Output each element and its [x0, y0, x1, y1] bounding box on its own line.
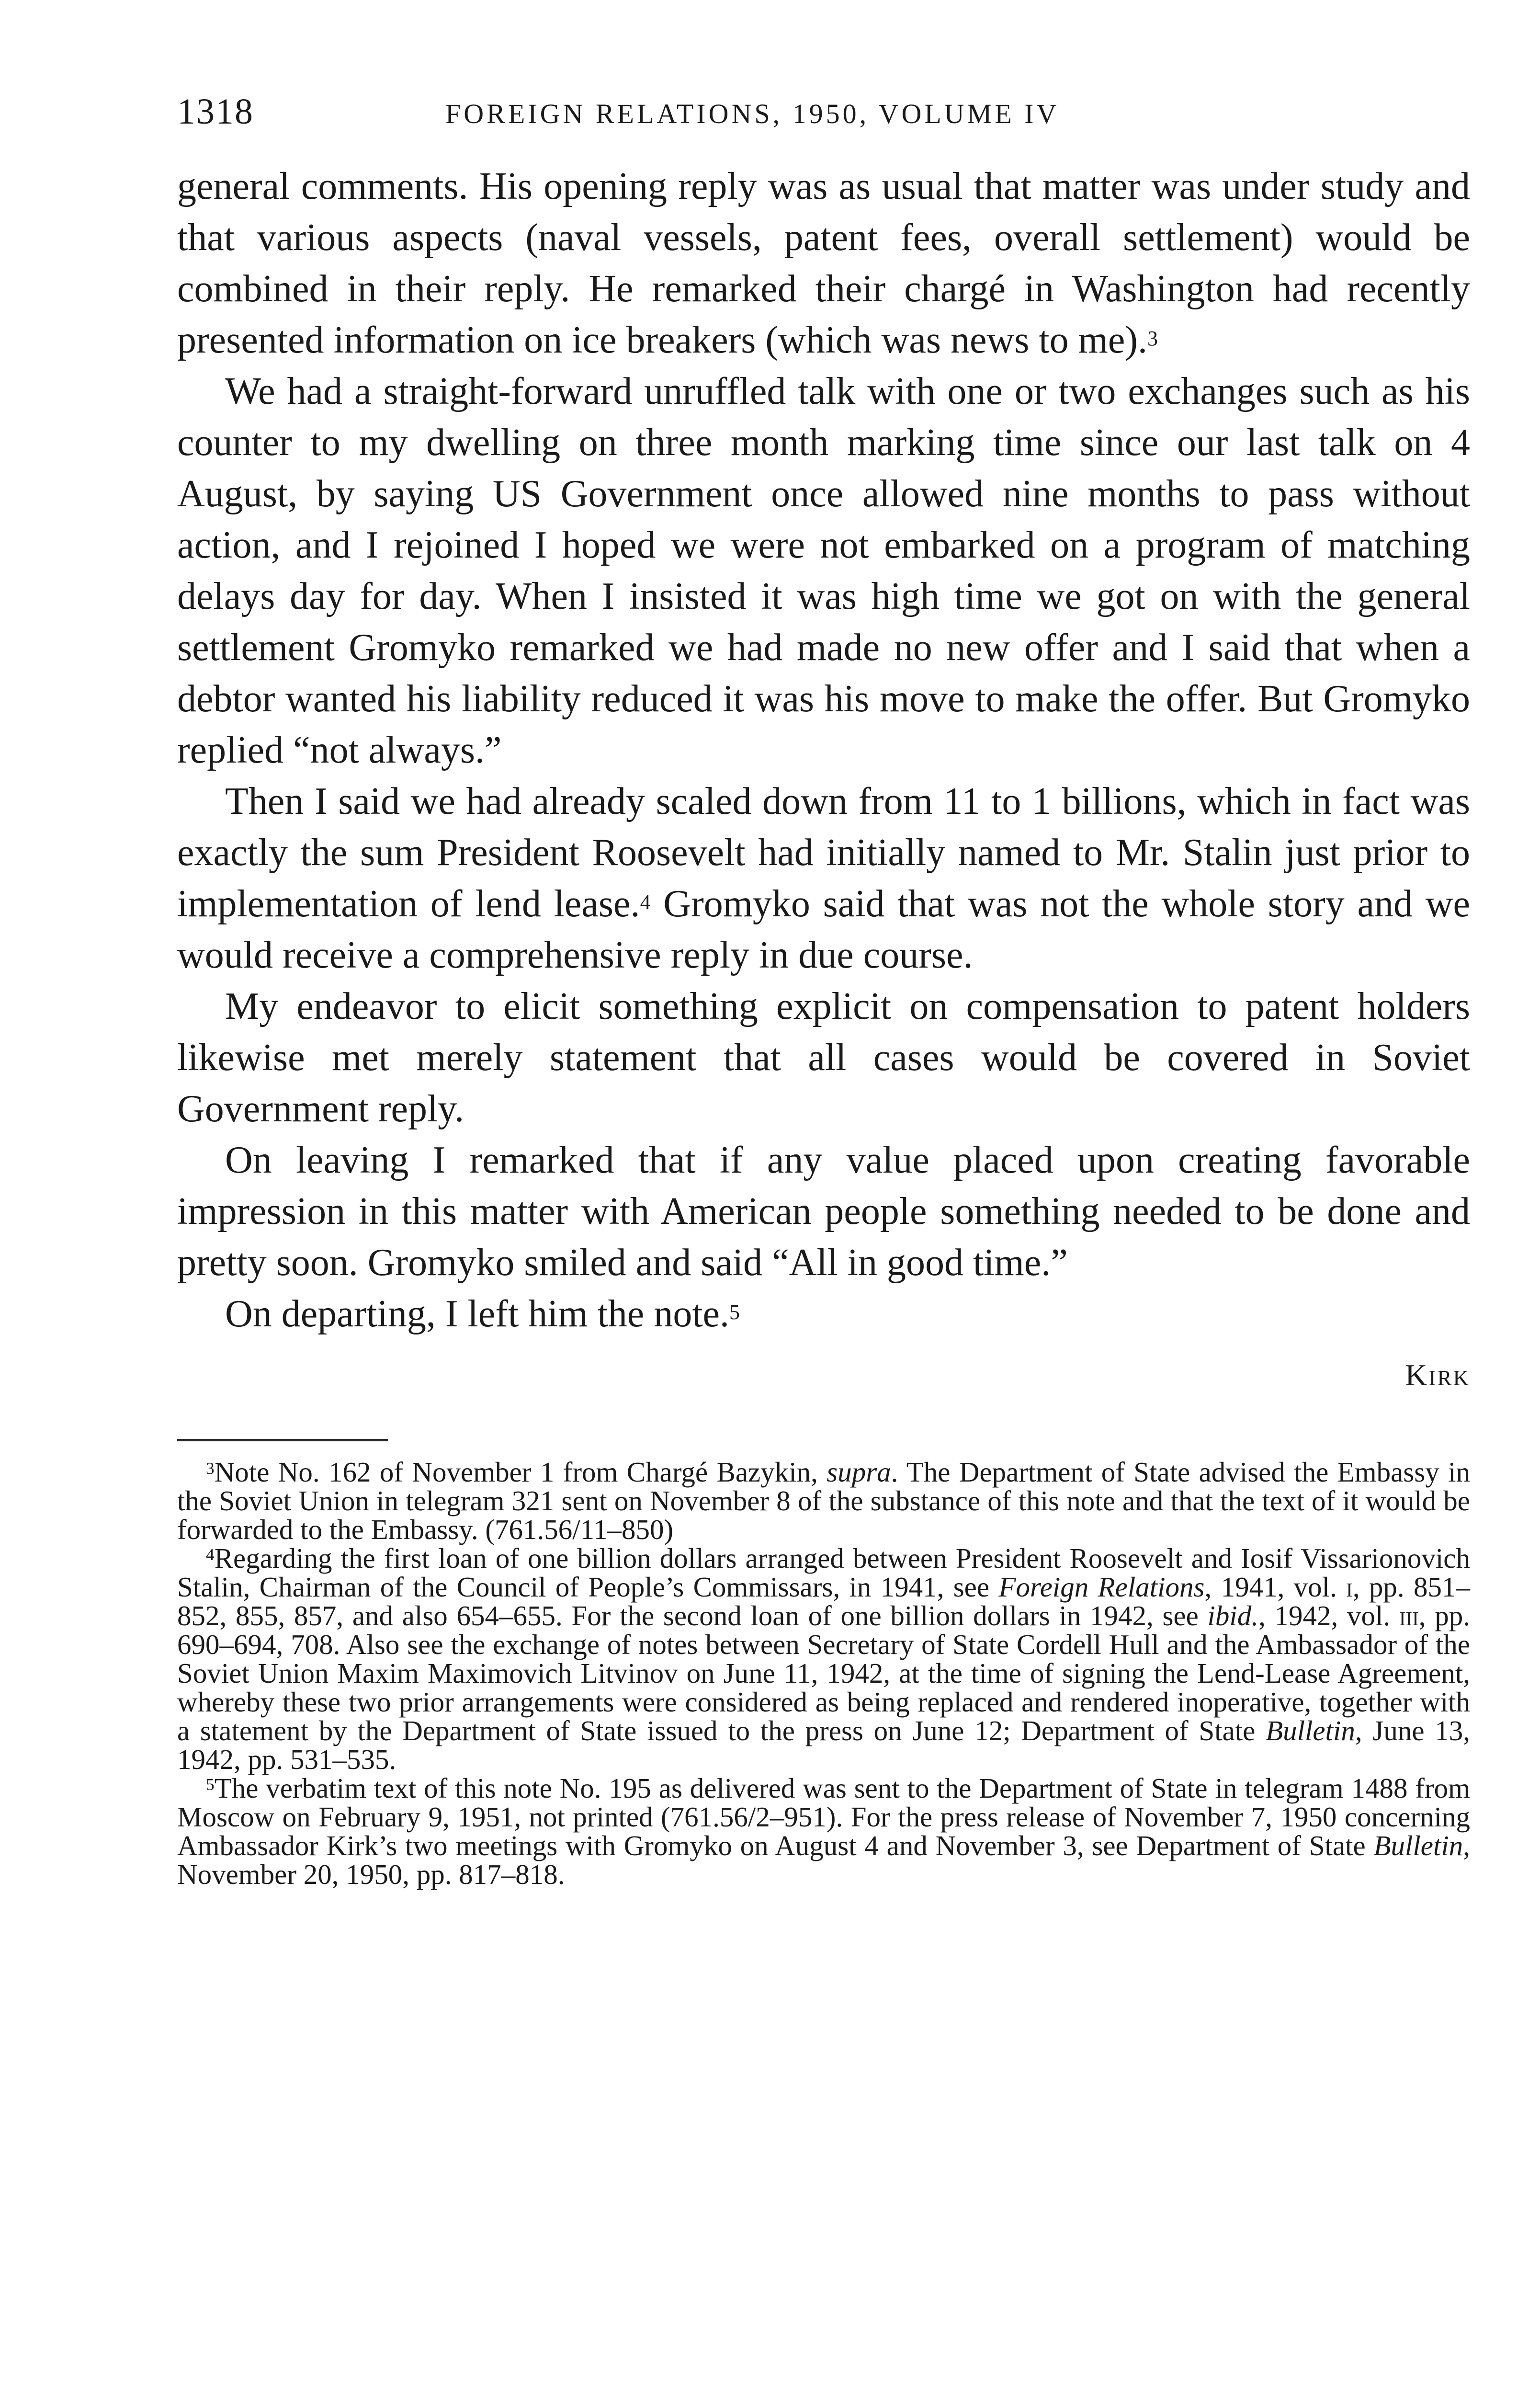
signature: Kirk	[1405, 1358, 1470, 1392]
footnote-4	[177, 1544, 1470, 1774]
footnote-4-vol-i: i	[1346, 1571, 1353, 1603]
footnote-4-bulletin: Bulletin	[1266, 1715, 1355, 1746]
running-head: FOREIGN RELATIONS, 1950, VOLUME IV	[445, 98, 1060, 129]
footnote-4-text-c: , pp. 851–852, 855, 857, and also 654–655. For the second loan of one billion dollars in 1942, see	[177, 1571, 1470, 1631]
page-number: 1318	[177, 91, 254, 132]
paragraph-3-text-a: Then I said we had already scaled down from 11 to 1 billions, which in fact was exactly the sum President Roosevelt had initially named to Mr. Stalin just prior to implementation of lend lease.	[177, 780, 1470, 925]
paragraph-2: We had a straight-forward unruffled talk with one or two exchanges such as his counter to my dwelling on three month marking time since our last talk on 4 August, by saying US Government once allowed nine months to pass without action, and I rejoined I hoped we were not embarked on a program of matching delays day for day. When I insisted it was high time we got on with the general settlement Gromyko remarked we had made no new offer and I said that when a debtor wanted his liability reduced it was his move to make the offer. But Gromyko replied “not always.”	[177, 370, 1470, 771]
paragraph-1	[177, 161, 1470, 366]
footnote-3-mark: 3	[206, 1459, 215, 1478]
footnote-4-text-d: , 1942, vol.	[1258, 1600, 1399, 1631]
body-text	[177, 161, 1470, 1401]
footnote-3	[177, 1458, 1470, 1544]
footnote-5-text-b: , November 20, 1950, pp. 817–818.	[177, 1830, 1470, 1890]
paragraph-3	[177, 776, 1470, 981]
footnote-4-ibid: ibid.	[1207, 1600, 1259, 1631]
footnote-3-text-a: Note No. 162 of November 1 from Chargé Bazykin,	[214, 1456, 827, 1488]
footnote-3-supra: supra	[827, 1456, 891, 1488]
footnote-4-text-e: , pp. 690–694, 708. Also see the exchange of notes between Secretary of State Cordell Hull and the Ambassador of the Soviet Union Maxim Maximovich Litvinov on June 11, 1942, at the time of signing the Lend-Lease Agreement, whereby these two prior arrangements were considered as being replaced and rendered inoperative, together with a statement by the Department of State issued to the press on June 12; Department of State	[177, 1600, 1470, 1746]
footnote-4-mark: 4	[206, 1545, 215, 1564]
footnote-rule	[177, 1439, 388, 1441]
footnote-5-text-a: The verbatim text of this note No. 195 as delivered was sent to the Department of State in telegram 1488 from Moscow on February 9, 1951, not printed (761.56/2–951). For the press release of November 7, 1950 concerning Ambassador Kirk’s two meetings with Gromyko on August 4 and November 3, see Department of State	[177, 1772, 1470, 1861]
paragraph-4: My endeavor to elicit something explicit on compensation to patent holders likewise met merely statement that all cases would be covered in Soviet Government reply.	[177, 985, 1470, 1130]
paragraph-5: On leaving I remarked that if any value placed upon creating favorable impression in this matter with American people something needed to be done and pretty soon. Gromyko smiled and said “All in good time.”	[177, 1139, 1470, 1284]
paragraph-3-text-b: Gromyko said that was not the whole story and we would receive a comprehensive reply in due course.	[177, 883, 1470, 976]
footnote-4-text-b: , 1941, vol.	[1204, 1571, 1347, 1603]
footnote-ref-3: 3	[1147, 326, 1158, 350]
footnote-5	[177, 1774, 1470, 1889]
footnote-4-foreign-relations: Foreign Relations	[998, 1571, 1205, 1603]
footnote-4-text-f: , June 13, 1942, pp. 531–535.	[177, 1715, 1470, 1775]
paragraph-1-text: general comments. His opening reply was as usual that matter was under study and that various aspects (naval vessels, patent fees, overall settlement) would be combined in their reply. He remarked their chargé in Washington had recently presented information on ice breakers (which was news to me).	[177, 165, 1470, 361]
footnote-5-bulletin: Bulletin	[1373, 1830, 1463, 1861]
footnotes	[177, 1458, 1470, 1889]
footnote-4-text-a: Regarding the first loan of one billion dollars arranged between President Roosevelt and Iosif Vissarionovich Stalin, Chairman of the Council of People’s Commissars, in 1941, see	[177, 1542, 1470, 1603]
page-header	[177, 91, 1470, 148]
footnote-3-text-b: . The Department of State advised the Embassy in the Soviet Union in telegram 321 sent on November 8 of the substance of this note and that the text of it would be forwarded to the Embassy. (761.56/11–850)	[177, 1456, 1471, 1545]
footnote-5-mark: 5	[206, 1775, 215, 1794]
footnote-ref-4: 4	[640, 890, 651, 914]
document-page	[177, 91, 1470, 1889]
paragraph-6-text: On departing, I left him the note.	[225, 1293, 730, 1335]
paragraph-6	[177, 1289, 1470, 1340]
footnote-4-vol-iii: iii	[1399, 1600, 1419, 1631]
footnote-ref-5: 5	[729, 1300, 740, 1324]
